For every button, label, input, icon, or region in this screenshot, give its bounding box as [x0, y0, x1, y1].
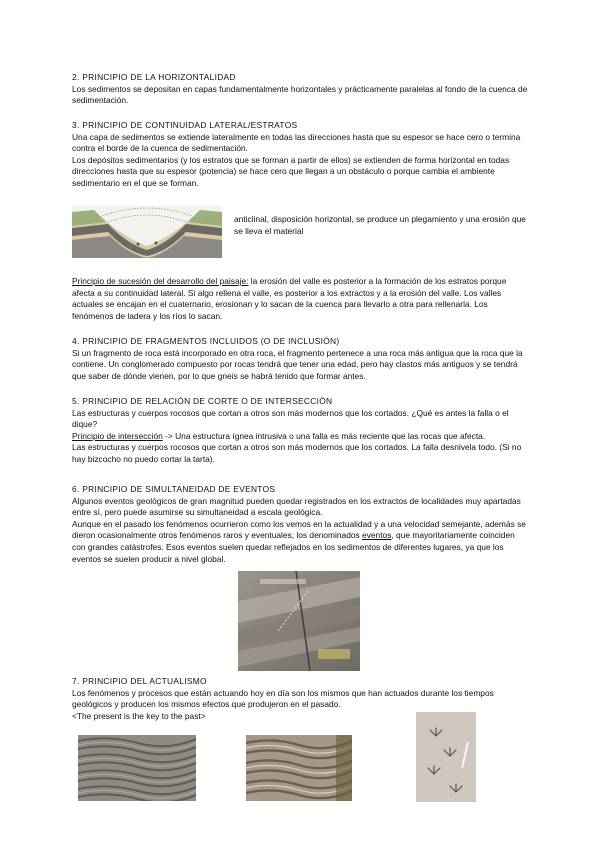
sub-principle-label: Principio de intersección — [72, 430, 163, 441]
eventos-term: eventos — [362, 530, 392, 541]
section-title: 7. PRINCIPIO DEL ACTUALISMO — [72, 676, 207, 686]
section-paragraph-1: Una capa de sedimentos se extiende lateralmente en todas las direcciones hasta que su espesor se hace cero o termina contra el borde de la cuenca de sedimentación. — [72, 131, 521, 154]
section-quote: <The present is the key to the past> — [72, 710, 206, 721]
sub-principle-paragraph — [72, 276, 528, 322]
figure-caption — [234, 214, 528, 237]
rock-outcrop-photo — [238, 571, 360, 671]
section-horizontalidad — [72, 72, 528, 107]
section-simultaneidad-eventos — [72, 484, 528, 565]
section-title: 6. PRINCIPIO DE SIMULTANEIDAD DE EVENTOS — [72, 484, 276, 494]
ripple-modern-image — [246, 735, 352, 801]
section-text: Si un fragmento de roca está incorporado en otra roca, el fragmento pertenece a una roca más antigua que la roca que la contiene. Un conglomerado compuesto por rocas tendrá que tener una edad, pero hay clastos más antiguos y se tendrá que saber de dónde vienen, por lo que gneis se habrá tenido que formar antes. — [72, 347, 523, 381]
section-continuidad-lateral — [72, 120, 528, 190]
section-title: 2. PRINCIPIO DE LA HORIZONTALIDAD — [72, 72, 236, 82]
section-corte-interseccion — [72, 396, 528, 466]
sub-principle-label: Principio de sucesión del desarrollo del paisaje: — [72, 276, 249, 286]
footprints-image — [416, 712, 476, 802]
valley-cross-section-figure — [72, 206, 222, 258]
ripple-fossil-image — [78, 735, 196, 801]
principio-sucesion-paisaje — [72, 276, 528, 322]
section-paragraph-1: Las estructuras y cuerpos rocosos que cortan a otros son más modernos que los cortados. ¿Qué es antes la falla o el dique? — [72, 407, 509, 430]
sub-principle-text: -> Una estructura ígnea intrusiva o una falla es más reciente que las rocas que afecta. — [162, 430, 486, 441]
section-paragraph-2: Aunque en el pasado los fenómenos ocurrieron como los vemos en la actualidad y a una velocidad semejante, además se dieron ocasionalmente otros fenómenos raros y eventuales, los denominados eventos, que mayoritariamente coinciden con grandes catástrofes. Esos eventos suelen quedar reflejados en los sedimentos de diferentes lugares, ya que los eventos se suelen producir a nivel global. — [72, 518, 526, 564]
outcrop-image — [238, 571, 360, 671]
valley-diagram — [72, 206, 222, 258]
ripple-marks-fossil-photo — [78, 735, 196, 801]
section-title: 5. PRINCIPIO DE RELACIÓN DE CORTE O DE INTERSECCIÓN — [72, 396, 333, 406]
section-title: 3. PRINCIPIO DE CONTINUIDAD LATERAL/ESTRATOS — [72, 120, 298, 130]
section-fragmentos-incluidos — [72, 336, 528, 382]
section-text: Los sedimentos se depositan en capas fundamentalmente horizontales y prácticamente paralelas al fondo de la cuenca de sedimentación. — [72, 83, 528, 106]
bird-footprints-photo — [416, 712, 476, 802]
section-paragraph-2: Las estructuras y cuerpos rocosos que cortan a otros son más modernos que los cortados. La falla desnivela todo. (Si no hay bizcocho no puedo cortar la tarta). — [72, 442, 522, 464]
ripple-marks-modern-photo — [246, 735, 352, 801]
caption-text: anticlinal, disposición horizontal, se produce un plegamiento y una erosión que se lleva el material — [234, 214, 526, 236]
sub-principle-text: la erosión del valle es posterior a la formación de los estratos porque afecta a su continuidad lateral. Si algo rellena el valle, es posterior a los extractos y a la erosión del valle. Los valles actuales se encajan en el cuaternario, erosionan y lo sacan de la cuenca para llevarlo a otra para rellenarla. Los fenómenos de ladera y los ríos lo sacan. — [72, 276, 507, 321]
section-paragraph-1: Algunos eventos geológicos de gran magnitud pueden quedar registrados en los extractos de localidades muy apartadas entre sí, pero puede asumirse su simultaneidad a escala geológica. — [72, 495, 521, 518]
section-paragraph-2: Los depósitos sedimentarios (y los estratos que se forman a partir de ellos) se extienden de forma horizontal en todas direcciones hasta que su espesor (potencia) se hace cero que llegan a un obstáculo o porque cambia el ambiente sedimentario en el que se forman. — [72, 154, 510, 188]
sub-principle-paragraph — [72, 431, 528, 443]
section-title: 4. PRINCIPIO DE FRAGMENTOS INCLUIDOS (O DE INCLUSIÓN) — [72, 336, 340, 346]
section-paragraph-1: Los fenómenos y procesos que están actuando hoy en día son los mismos que han actuados durante los tiempos geológicos y producen los mismos efectos que produjeron en el pasado. — [72, 687, 494, 710]
